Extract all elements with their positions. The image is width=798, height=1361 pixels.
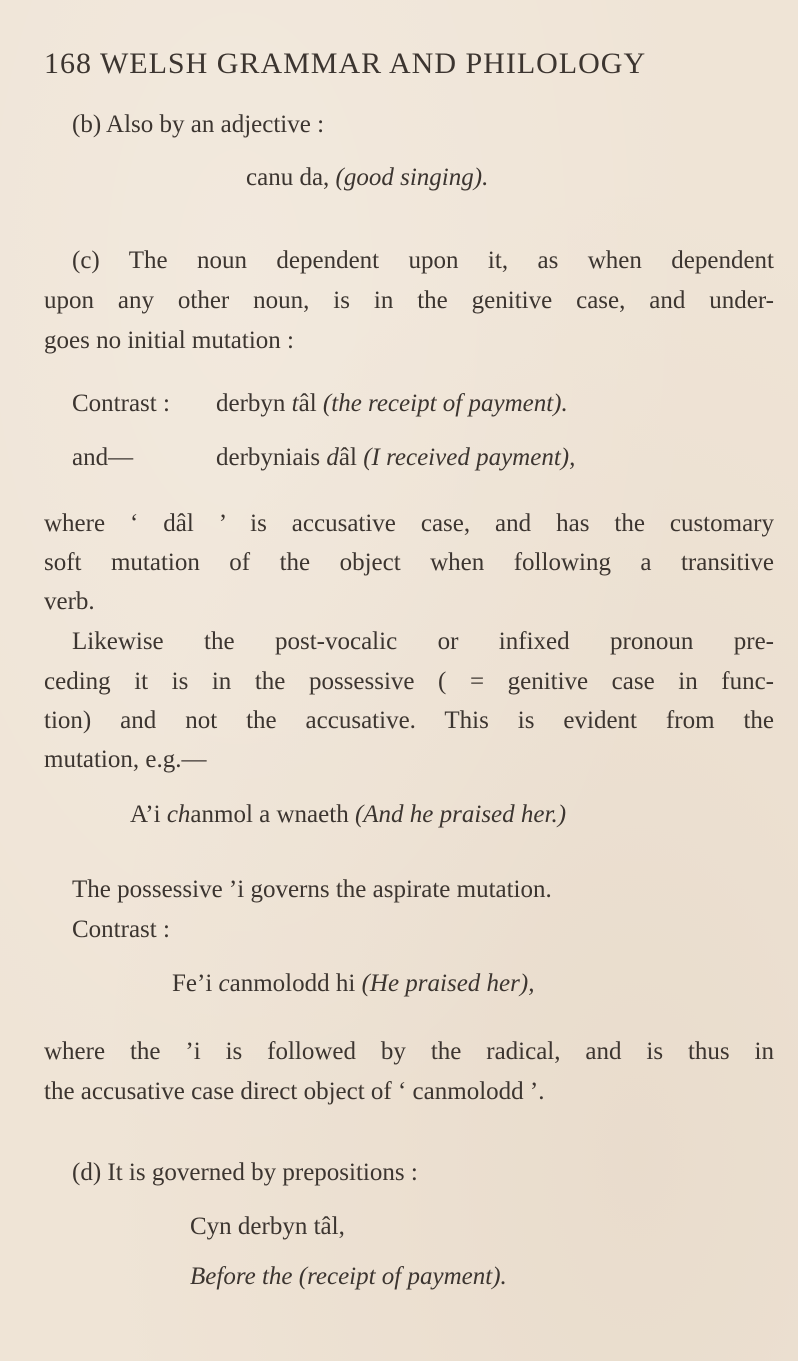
paragraph-c-line-1: (c) The noun dependent upon it, as when dependent (72, 247, 774, 274)
example-b (246, 163, 488, 193)
example-fei-rest: anmolodd hi (229, 970, 362, 997)
contrast-example-translation: (the receipt of payment). (322, 390, 568, 417)
contrast-example-mutation: t (291, 390, 299, 417)
example-b-welsh: canu da, (246, 164, 336, 191)
and-example (216, 443, 575, 473)
and-label: and— (72, 444, 134, 471)
subsection-d-heading: (d) It is governed by prepositions : (72, 1159, 418, 1186)
example-ai-rest: anmol a wnaeth (190, 801, 355, 828)
where-2-line-1: where the ’i is followed by the radical, and is thus in (44, 1038, 774, 1065)
example-fei-a: Fe’i (172, 970, 219, 997)
paragraph-c-line-3: goes no initial mutation : (44, 327, 294, 354)
example-ai-translation: (And he praised her.) (354, 801, 567, 828)
where-1-line-2: soft mutation of the object when following a transitive (44, 549, 774, 576)
subsection-b-heading: (b) Also by an adjective : (72, 111, 325, 138)
running-header: 168 WELSH GRAMMAR AND PHILOLOGY (44, 47, 647, 80)
contrast-example-rest: âl (298, 390, 323, 417)
and-example-mutation: d (326, 444, 339, 471)
likewise-line-4: mutation, e.g.— (44, 746, 207, 773)
and-example-rest: âl (338, 444, 364, 471)
and-example-word: derbyniais (216, 444, 327, 471)
example-fei (172, 969, 534, 999)
contrast-example-word: derbyn (216, 390, 292, 417)
likewise-line-1: Likewise the post-vocalic or infixed pronoun pre- (72, 628, 774, 655)
and-example-translation: (I received payment), (363, 444, 576, 471)
example-b-translation: (good singing). (335, 164, 489, 191)
where-1-line-3: verb. (44, 588, 95, 615)
contrast-label: Contrast : (72, 390, 170, 417)
example-ai-mutation: ch (166, 801, 191, 828)
example-fei-mutation: c (218, 970, 230, 997)
likewise-line-3: tion) and not the accusative. This is evident from the (44, 707, 774, 734)
paragraph-c-line-2: upon any other noun, is in the genitive case, and under- (44, 287, 774, 314)
possessive-line-1: The possessive ’i governs the aspirate mutation. (72, 876, 552, 903)
possessive-line-2: Contrast : (72, 916, 170, 943)
where-2-line-2: the accusative case direct object of ‘ canmolodd ’. (44, 1078, 545, 1105)
example-cyn: Cyn derbyn tâl, (190, 1213, 345, 1240)
example-before: Before the (receipt of payment). (190, 1263, 507, 1290)
example-ai (130, 800, 566, 830)
example-ai-a: A’i (130, 801, 167, 828)
example-fei-translation: (He praised her), (361, 970, 535, 997)
where-1-line-1: where ‘ dâl ’ is accusative case, and has the customary (44, 510, 774, 537)
contrast-example (216, 389, 568, 419)
likewise-line-2: ceding it is in the possessive ( = genitive case in func- (44, 668, 774, 695)
